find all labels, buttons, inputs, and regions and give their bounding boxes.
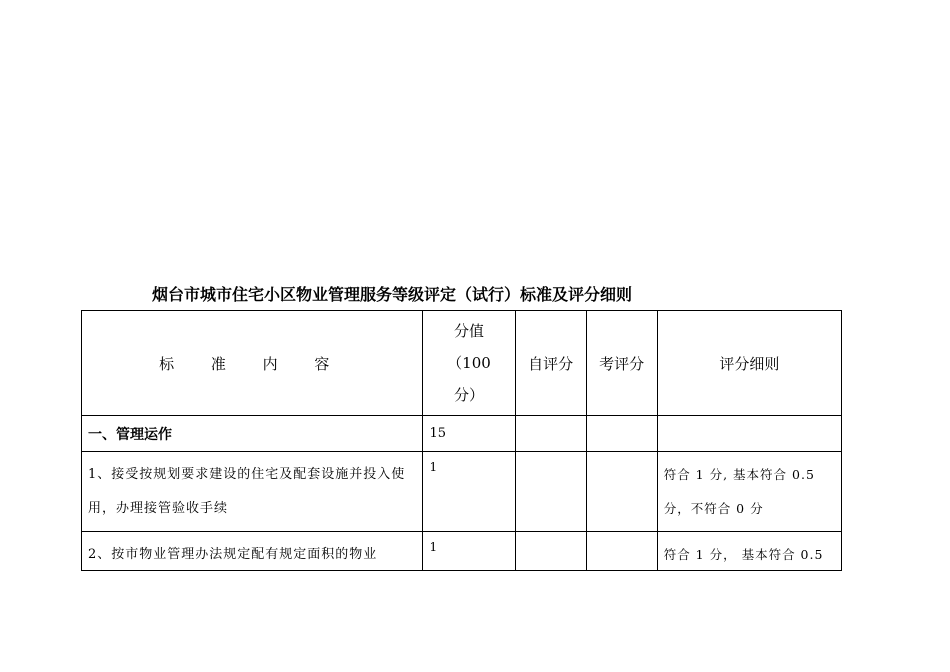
header-content-label: 标 准 内 容 — [159, 354, 346, 373]
item-content — [82, 532, 423, 571]
item-self-score-cell — [515, 452, 586, 532]
section-title: 一、管理运作 — [82, 416, 423, 452]
table-row — [82, 452, 842, 532]
item-exam-score-cell — [586, 532, 657, 571]
item-score: 1 — [423, 532, 515, 571]
header-score-line3: 分） — [453, 386, 484, 404]
item-detail — [657, 532, 841, 571]
section-score: 15 — [423, 416, 515, 452]
item-score: 1 — [423, 452, 515, 532]
section-self-score-cell — [515, 416, 586, 452]
item-detail-text: 符合 1 分， 基本符合 0.5 — [663, 547, 824, 562]
section-exam-score-cell — [586, 416, 657, 452]
section-detail-cell — [657, 416, 841, 452]
item-exam-score-cell — [586, 452, 657, 532]
item-content-text: 2、按市物业管理办法规定配有规定面积的物业 — [88, 547, 378, 562]
table-row — [82, 532, 842, 571]
item-self-score-cell — [515, 532, 586, 571]
header-score-line1: 分值 — [453, 322, 484, 340]
header-content — [82, 311, 423, 416]
item-content: 1、接受按规划要求建设的住宅及配套设施并投入使用，办理接管验收手续 — [82, 452, 423, 532]
header-score-line2: （100 — [447, 354, 491, 372]
document-title: 烟台市城市住宅小区物业管理服务等级评定（试行）标准及评分细则 — [152, 285, 633, 304]
table-header-row — [82, 311, 842, 416]
header-exam-score: 考评分 — [586, 311, 657, 416]
header-detail: 评分细则 — [657, 311, 841, 416]
header-self-score: 自评分 — [515, 311, 586, 416]
item-detail: 符合 1 分, 基本符合 0.5 分，不符合 0 分 — [657, 452, 841, 532]
criteria-table — [81, 310, 842, 571]
header-score — [423, 311, 515, 416]
section-row — [82, 416, 842, 452]
